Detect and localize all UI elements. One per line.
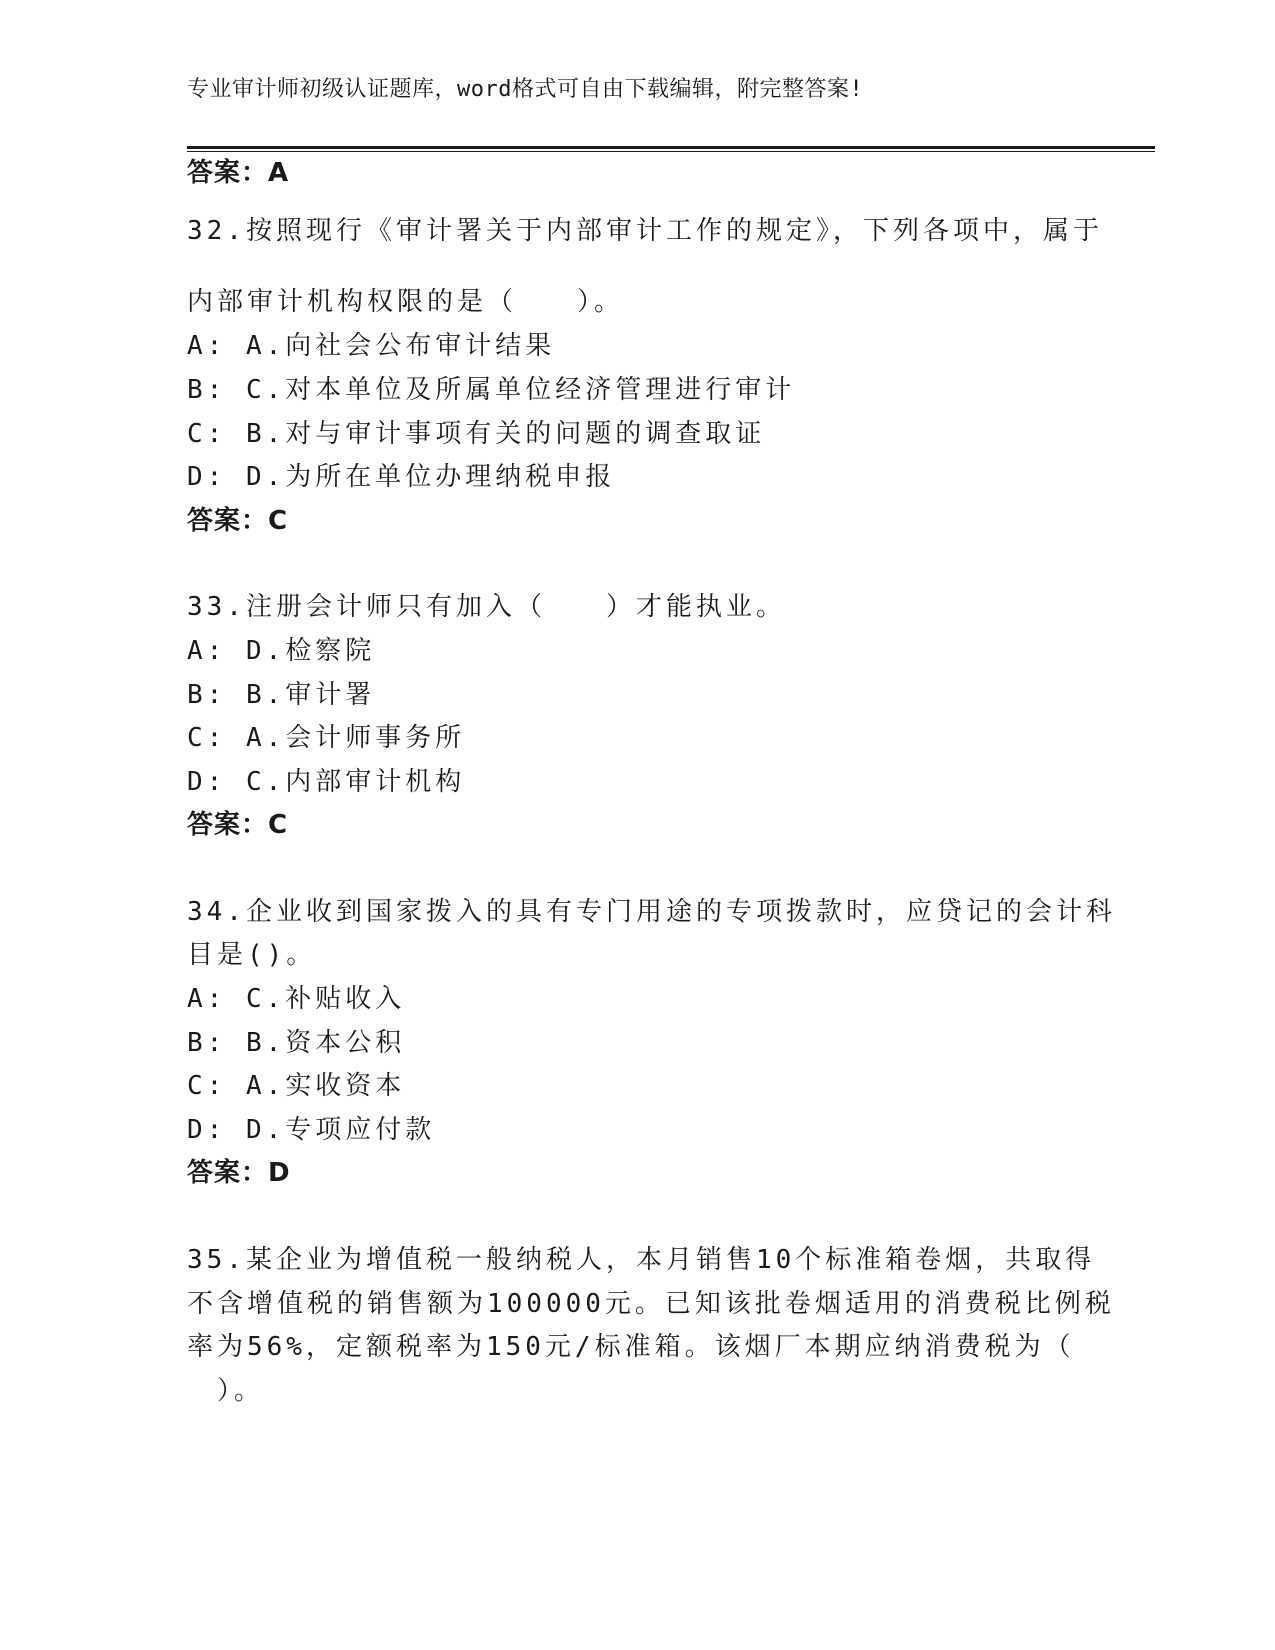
question-34-option-c: C: A.实收资本 — [187, 1071, 406, 1101]
header-divider — [187, 146, 1155, 152]
question-32-stem-line-2: 内部审计机构权限的是（ ）。 — [187, 287, 625, 317]
question-33-option-c: C: A.会计师事务所 — [187, 723, 466, 753]
question-34-answer: 答案：D — [187, 1158, 291, 1188]
question-34-option-a: A: C.补贴收入 — [187, 984, 406, 1014]
question-32-option-d: D: D.为所在单位办理纳税申报 — [187, 462, 616, 492]
question-34-option-b: B: B.资本公积 — [187, 1028, 406, 1058]
question-34-stem-line-1: 34.企业收到国家拨入的具有专门用途的专项拨款时，应贷记的会计科 — [187, 897, 1116, 927]
question-35-stem-line-3: 率为56%，定额税率为150元/标准箱。该烟厂本期应纳消费税为（ — [187, 1332, 1075, 1362]
question-34-stem-line-2: 目是()。 — [187, 940, 317, 970]
question-35-stem-line-1: 35.某企业为增值税一般纳税人，本月销售10个标准箱卷烟，共取得 — [187, 1245, 1096, 1275]
question-33-option-d: D: C.内部审计机构 — [187, 767, 466, 797]
question-32-answer: 答案：C — [187, 506, 289, 536]
page-header: 专业审计师初级认证题库，word格式可自由下载编辑，附完整答案! — [187, 77, 864, 102]
question-35-stem-line-4: ）。 — [187, 1376, 265, 1406]
question-32-option-c: C: B.对与审计事项有关的问题的调查取证 — [187, 419, 766, 449]
question-33-stem-line-1: 33.注册会计师只有加入（ ）才能执业。 — [187, 592, 786, 622]
question-33-option-b: B: B.审计署 — [187, 680, 376, 710]
question-33-option-a: A: D.检察院 — [187, 636, 376, 666]
question-33-answer: 答案：C — [187, 810, 289, 840]
question-32-option-a: A: A.向社会公布审计结果 — [187, 331, 556, 361]
question-32-stem-line-1: 32.按照现行《审计署关于内部审计工作的规定》，下列各项中，属于 — [187, 216, 1103, 246]
previous-answer: 答案：A — [187, 158, 290, 188]
question-34-option-d: D: D.专项应付款 — [187, 1115, 436, 1145]
question-35-stem-line-2: 不含增值税的销售额为100000元。已知该批卷烟适用的消费税比例税 — [187, 1289, 1115, 1319]
question-32-option-b: B: C.对本单位及所属单位经济管理进行审计 — [187, 375, 796, 405]
